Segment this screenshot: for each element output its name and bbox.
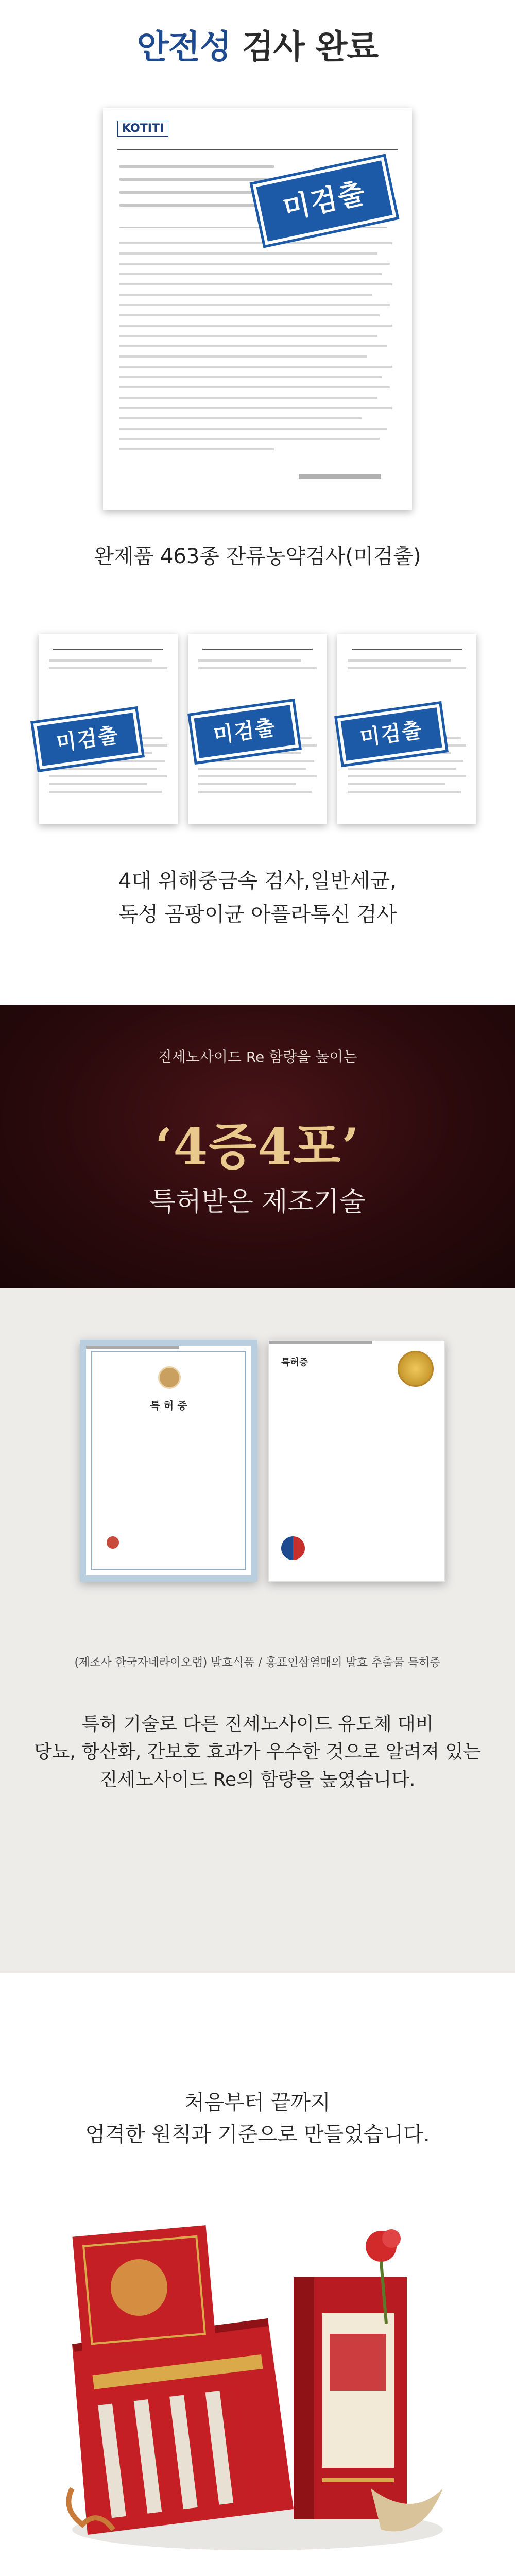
patent-certificate-2-title: 특허증 [281, 1357, 308, 1368]
metal-test-caption-line1: 4대 위해중금속 검사,일반세균, [118, 869, 397, 893]
patent-body [0, 1710, 515, 1794]
patent-section [0, 1288, 515, 1973]
not-detected-stamp-1: 미검출 [33, 709, 142, 770]
not-detected-stamp-2: 미검출 [191, 702, 299, 762]
taegeuk-emblem-icon [281, 1536, 305, 1560]
kotiti-logo: KOTITI [117, 121, 168, 137]
safety-title [0, 21, 515, 68]
technique-title: ‘4증4포’ [155, 1117, 360, 1176]
safety-section [0, 0, 515, 1005]
technique-banner [0, 1005, 515, 1288]
patent-certificate-1-title: 특 허 증 [150, 1399, 187, 1412]
not-detected-stamp-3: 미검출 [337, 704, 446, 765]
kipo-logo-icon [107, 1536, 119, 1549]
patent-certificate-1 [80, 1340, 258, 1582]
patent-body-line2: 당뇨, 항산화, 간보호 효과가 우수한 것으로 알려져 있는 [33, 1741, 482, 1762]
product-image-section [0, 1973, 515, 2576]
seal-icon [158, 1366, 181, 1389]
principle-line1: 처음부터 끝까지 [184, 2091, 331, 2114]
technique-subtitle: 진세노사이드 Re 함량을 높이는 [158, 1048, 357, 1065]
safety-title-rest: 검사 완료 [242, 28, 379, 66]
pesticide-caption: 완제품 463종 잔류농약검사(미검출) [94, 545, 421, 568]
not-detected-stamp: 미검출 [252, 157, 396, 245]
technique-description: 특허받은 제조기술 [149, 1187, 366, 1217]
patent-body-line1: 특허 기술로 다른 진세노사이드 유도체 대비 [81, 1714, 434, 1735]
metal-test-caption-line2: 독성 곰팡이균 아플라톡신 검사 [118, 903, 397, 926]
principle-line2: 엄격한 원칙과 기준으로 만들었습니다. [85, 2123, 430, 2146]
gift-box-icon [72, 2225, 294, 2535]
patent-certificate-2 [268, 1340, 445, 1582]
patent-note: (제조사 한국자네라이오랩) 발효식품 / 홍표인삼열매의 발효 추출물 특허증 [74, 1656, 441, 1669]
patent-body-line3: 진세노사이드 Re의 함량을 높였습니다. [99, 1769, 416, 1790]
safety-title-accent: 안전성 [136, 28, 231, 66]
product-box-icon [294, 2277, 407, 2519]
product-photo [52, 2200, 464, 2571]
gold-seal-icon [398, 1351, 434, 1387]
principle-text [0, 2087, 515, 2150]
